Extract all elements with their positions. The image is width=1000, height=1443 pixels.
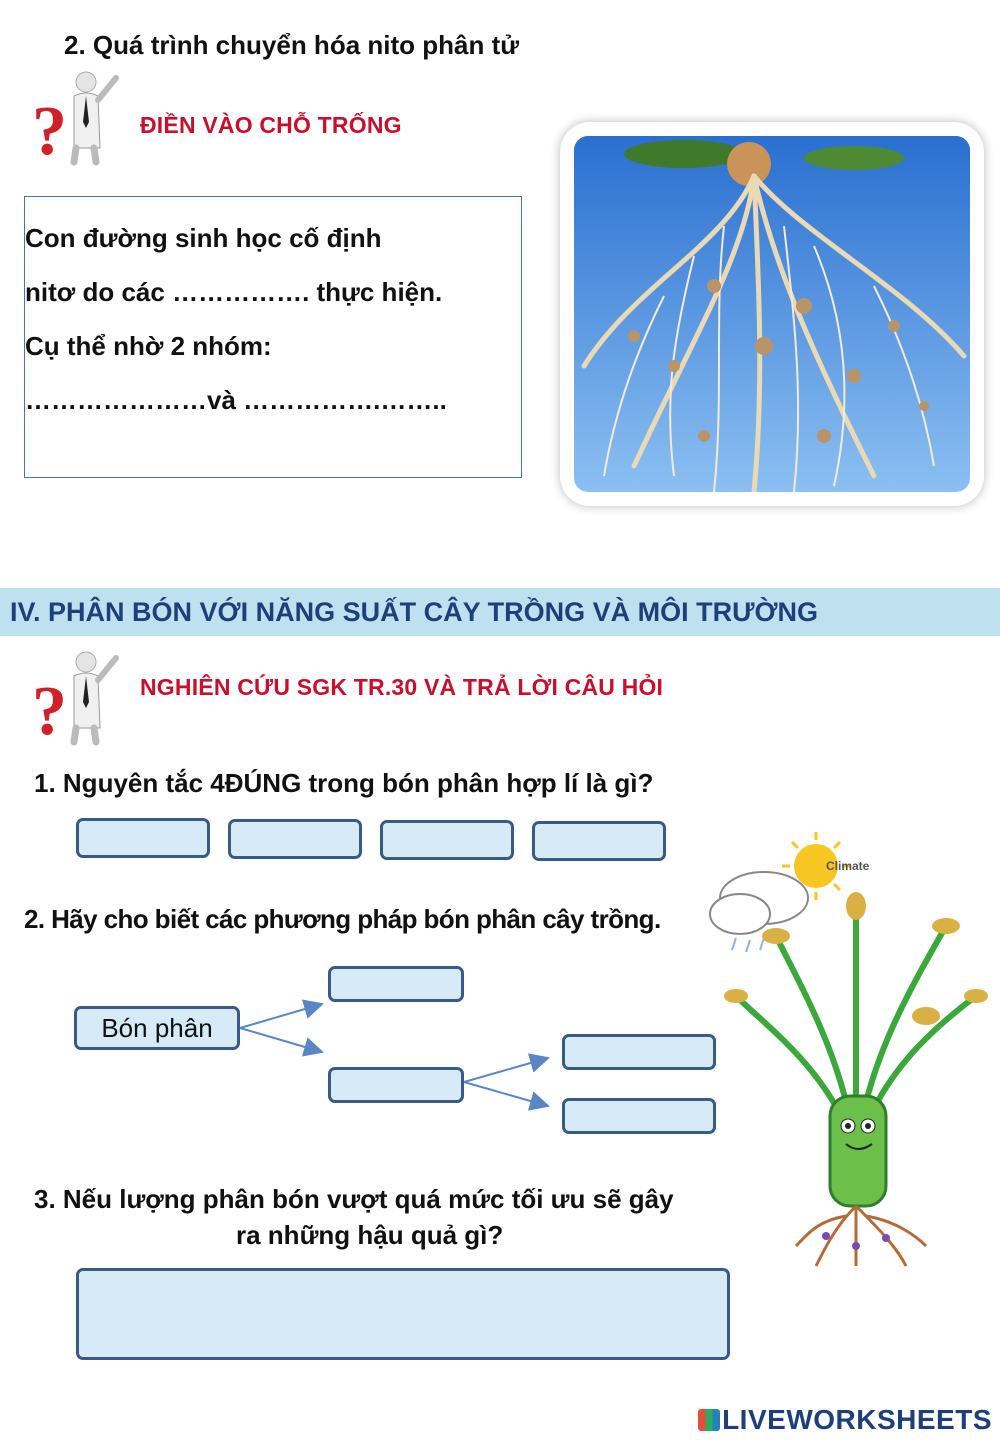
section-heading: 2. Quá trình chuyển hóa nito phân tử (64, 30, 520, 60)
fill-line: Cụ thể nhờ 2 nhóm: (25, 331, 272, 361)
fill-in-box (24, 196, 522, 478)
root-nodules-photo-frame (560, 122, 984, 506)
root-nodules-photo (574, 136, 970, 492)
brand-logo-icon (698, 1409, 720, 1431)
answer-box-q3[interactable] (76, 1268, 730, 1360)
svg-text:?: ? (32, 93, 67, 166)
answer-box-q1-2[interactable] (228, 819, 362, 859)
svg-text:?: ? (32, 673, 67, 746)
question-3-line-2: ra những hậu quả gì? (236, 1220, 504, 1250)
instruction-label: NGHIÊN CỨU SGK TR.30 VÀ TRẢ LỜI CÂU HỎI (140, 674, 664, 700)
rice-plant-illustration (706, 826, 996, 1272)
question-2: 2. Hãy cho biết các phương pháp bón phân cây trồng. (24, 904, 661, 934)
root-node: Bón phân (74, 1006, 240, 1050)
watermark (698, 1404, 992, 1436)
fill-line: Con đường sinh học cố định (25, 223, 382, 253)
climate-label: Climate (826, 859, 870, 873)
answer-box-q1-4[interactable] (532, 821, 666, 861)
question-person-icon (28, 646, 128, 746)
fill-line: …………………và …………….…….. (25, 385, 447, 415)
question-1: 1. Nguyên tắc 4ĐÚNG trong bón phân hợp lí là gì? (34, 768, 654, 798)
fill-line: nitơ do các ……………. thực hiện. (25, 277, 443, 307)
section-title: IV. PHÂN BÓN VỚI NĂNG SUẤT CÂY TRỒNG VÀ MÔI TRƯỜNG (10, 597, 819, 627)
question-3-line-1: 3. Nếu lượng phân bón vượt quá mức tối ưu sẽ gây (34, 1184, 674, 1214)
instruction-label: ĐIỀN VÀO CHỖ TRỐNG (140, 112, 402, 138)
answer-box-q1-1[interactable] (76, 818, 210, 858)
watermark-text: LIVEWORKSHEETS (722, 1404, 992, 1435)
answer-box-q1-3[interactable] (380, 820, 514, 860)
answer-box-q2-method-2[interactable] (328, 1067, 464, 1103)
answer-box-q2-method-1[interactable] (328, 966, 464, 1002)
answer-box-q2-sub-2[interactable] (562, 1098, 716, 1134)
answer-box-q2-sub-1[interactable] (562, 1034, 716, 1070)
section-title-bar (0, 588, 1000, 636)
question-person-icon (28, 66, 128, 166)
